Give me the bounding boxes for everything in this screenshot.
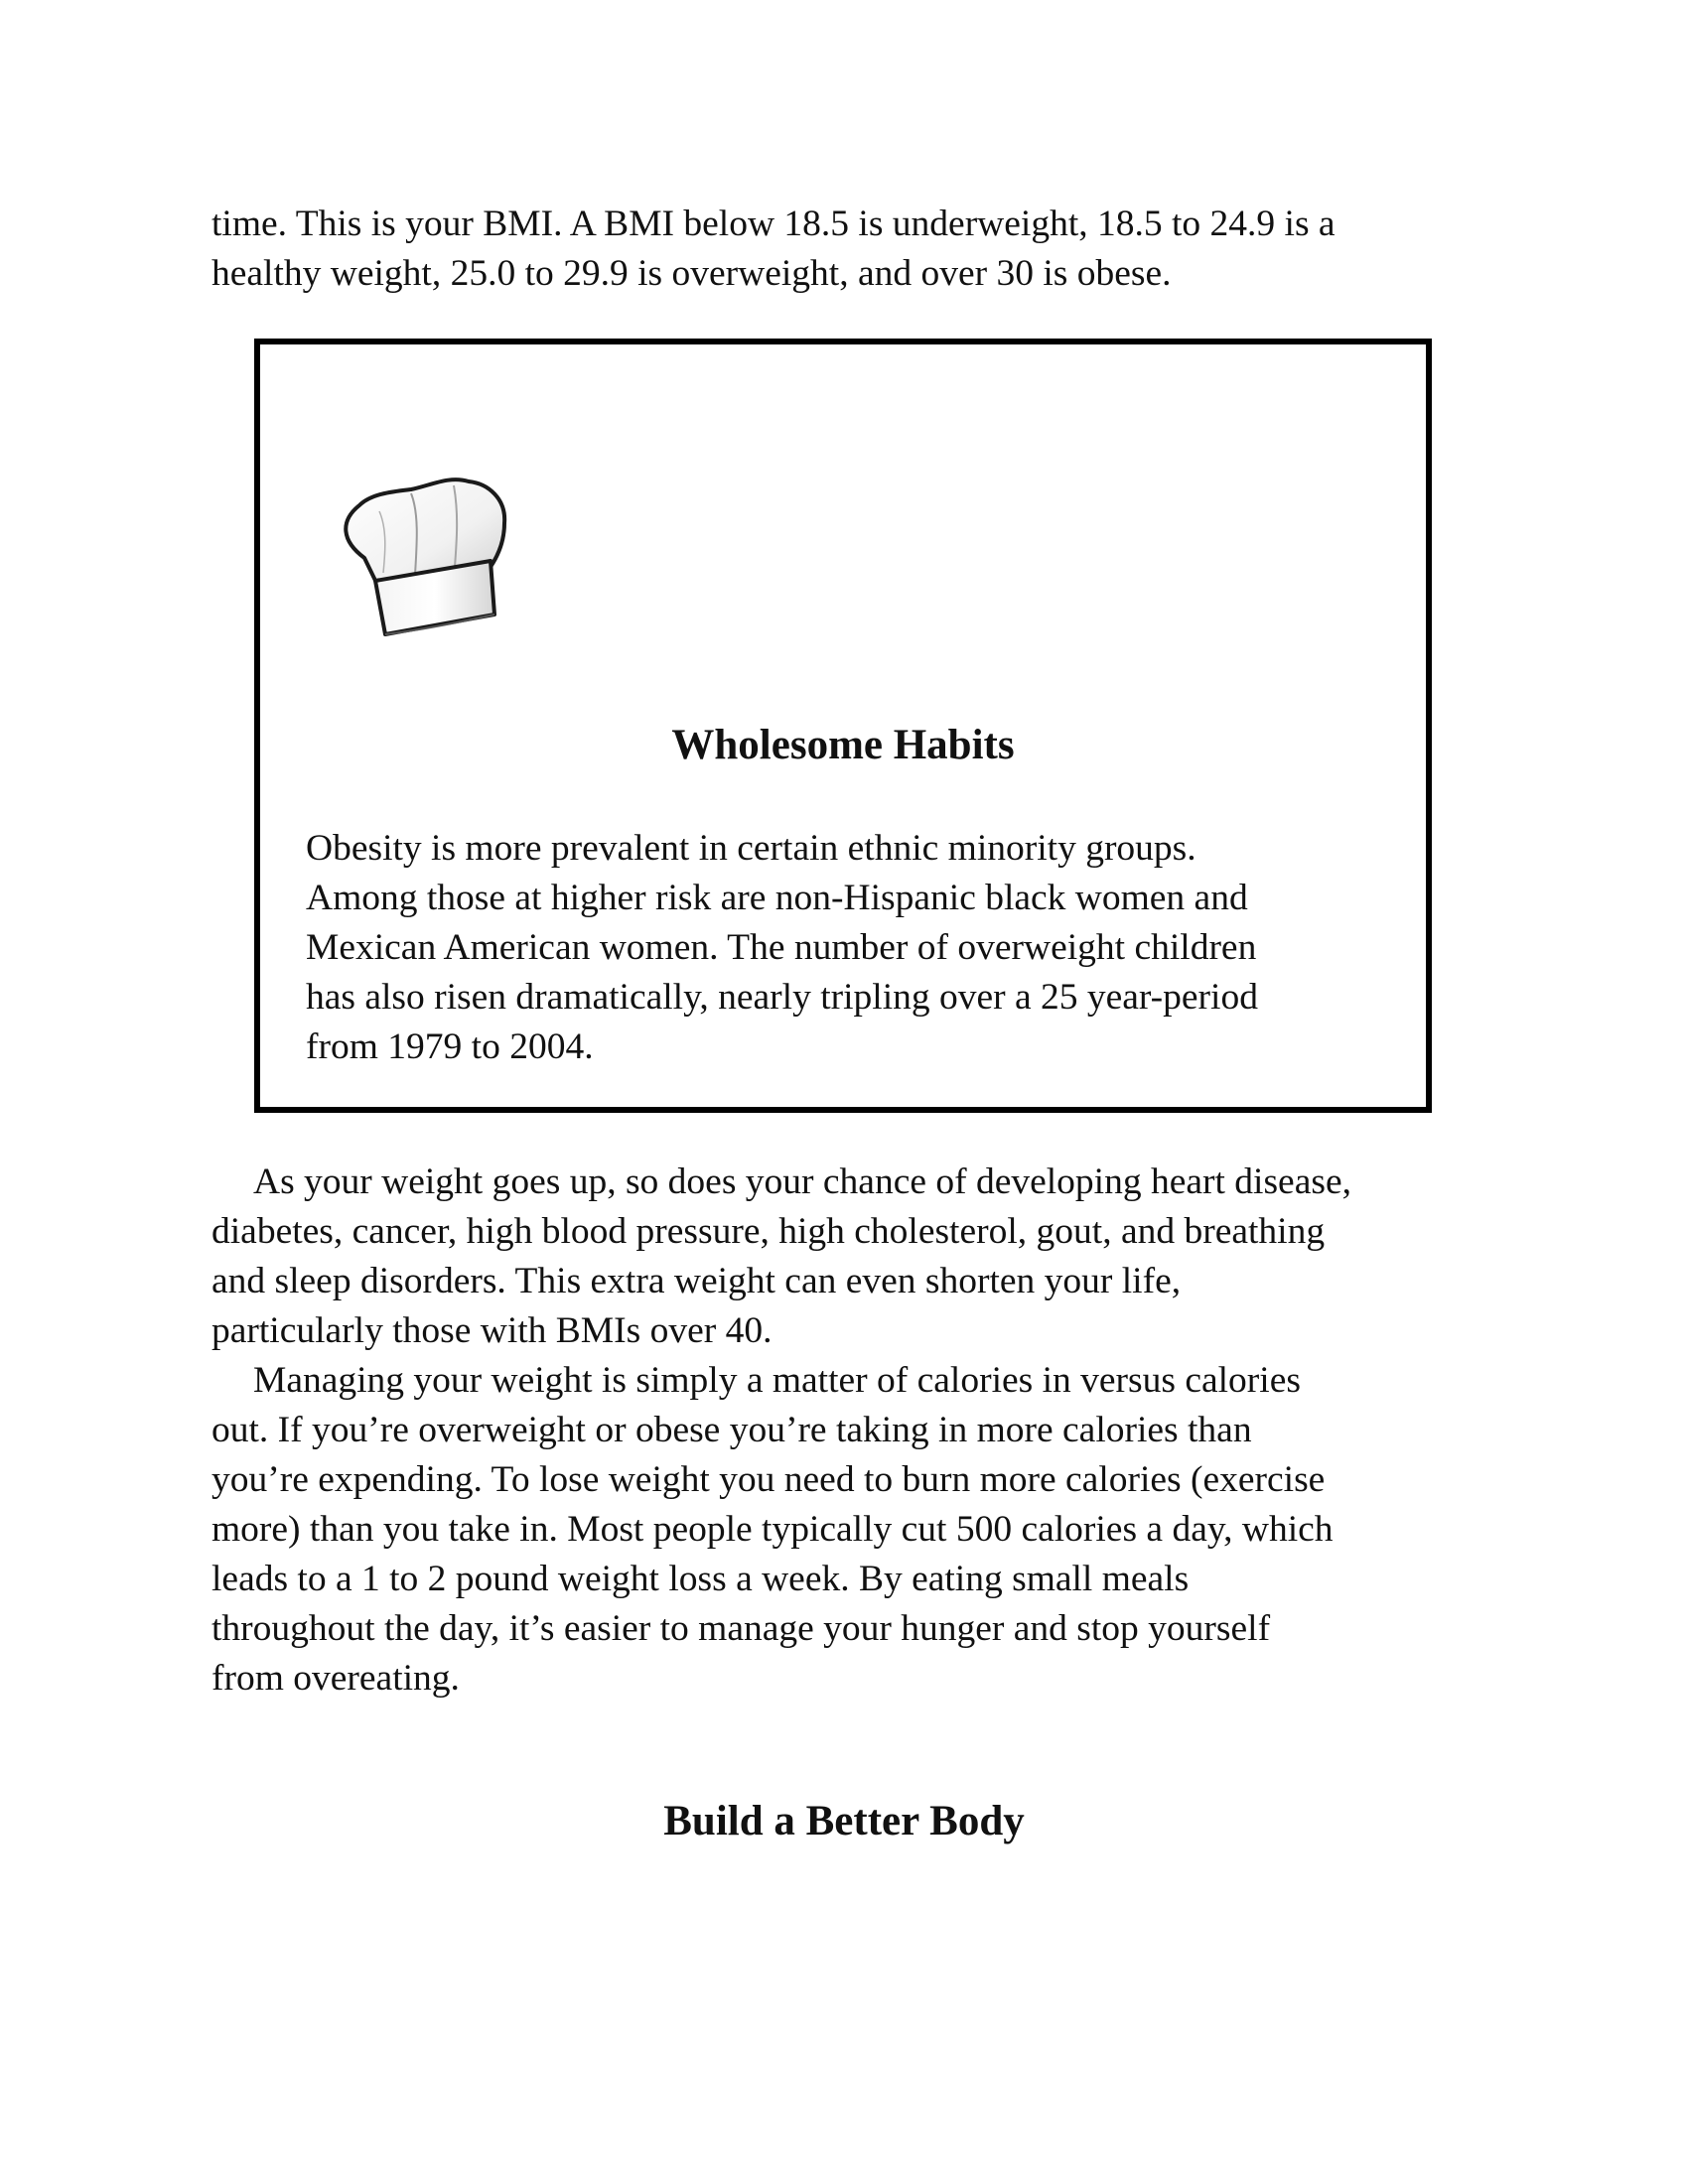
body-paragraph: Managing your weight is simply a matter of calories in versus calories out. If you’re overweight or obese you’re taking in more calories than you’re expending. To lose weight you need to burn more calories (exercise more) than you take in. Most people typically cut 500 calories a day, which leads to a 1 to 2 pound weight loss a week. By eating small meals throughout the day, it’s easier to manage your hunger and stop yourself from overeating. [211, 1360, 1334, 1699]
callout-title: Wholesome Habits [671, 722, 1015, 768]
callout-body: Obesity is more prevalent in certain ethnic minority groups. Among those at higher risk are non-Hispanic black women and Mexican American women. The number of overweight children has also risen dramatically, nearly tripling over a 25 year-period from 1979 to 2004. [306, 828, 1258, 1067]
chef-hat-icon [320, 464, 528, 647]
section-heading: Build a Better Body [663, 1798, 1025, 1844]
body-paragraph: As your weight goes up, so does your chance of developing heart disease, diabetes, cancer, high blood pressure, high cholesterol, gout, and breathing and sleep disorders. This extra weight can even shorten your life, particularly those with BMIs over 40. [211, 1161, 1351, 1351]
intro-paragraph: time. This is your BMI. A BMI below 18.5 is underweight, 18.5 to 24.9 is a healthy weight, 25.0 to 29.9 is overweight, and over 30 is obese. [211, 204, 1336, 294]
wholesome-habits-callout [254, 339, 1432, 1113]
